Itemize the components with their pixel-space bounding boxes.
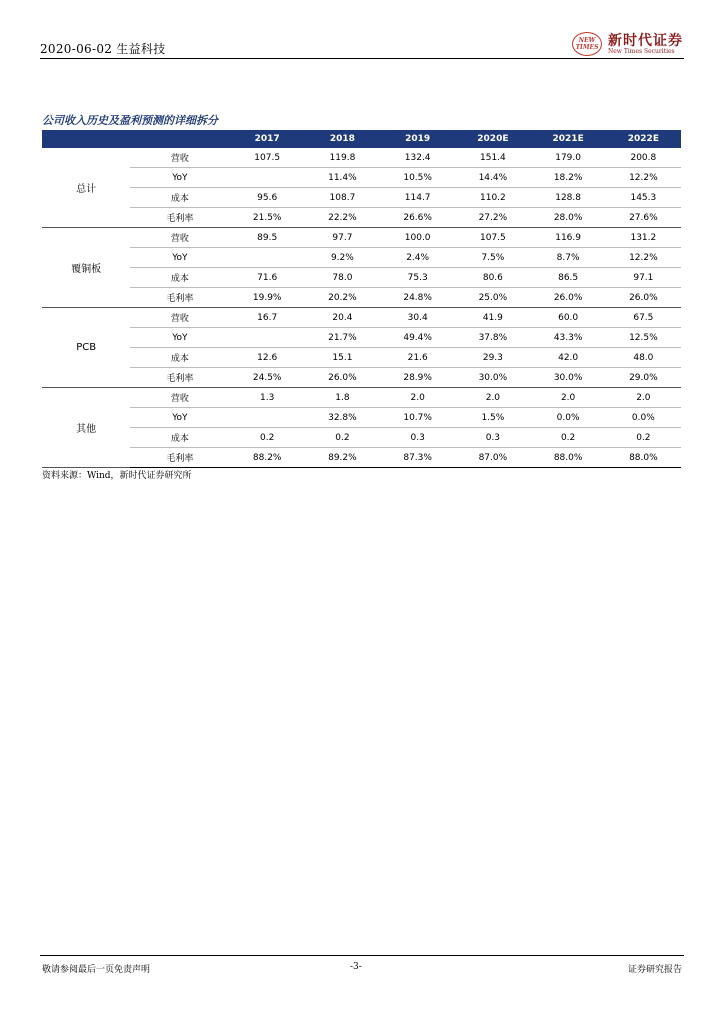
metric-label: 成本 <box>130 188 229 208</box>
table-row <box>42 228 681 248</box>
table-row <box>42 148 681 168</box>
metric-label: 毛利率 <box>130 208 229 228</box>
value-cell: 89.2% <box>305 448 380 468</box>
page-header <box>40 30 684 60</box>
value-cell: 200.8 <box>606 148 681 168</box>
table-row <box>42 188 681 208</box>
metric-label: 成本 <box>130 348 229 368</box>
table-row <box>42 428 681 448</box>
value-cell: 48.0 <box>606 348 681 368</box>
value-cell: 9.2% <box>305 248 380 268</box>
value-cell: 87.3% <box>380 448 455 468</box>
value-cell: 12.2% <box>606 248 681 268</box>
metric-label: 营收 <box>130 228 229 248</box>
value-cell: 95.6 <box>230 188 305 208</box>
table-row <box>42 268 681 288</box>
value-cell: 132.4 <box>380 148 455 168</box>
metric-label: 成本 <box>130 428 229 448</box>
value-cell: 22.2% <box>305 208 380 228</box>
value-cell: 1.8 <box>305 388 380 408</box>
metric-label: 毛利率 <box>130 448 229 468</box>
value-cell: 24.5% <box>230 368 305 388</box>
value-cell: 16.7 <box>230 308 305 328</box>
column-header: 2022E <box>606 130 681 148</box>
value-cell: 87.0% <box>455 448 530 468</box>
value-cell: 26.0% <box>531 288 606 308</box>
table-row <box>42 308 681 328</box>
metric-label: 毛利率 <box>130 368 229 388</box>
value-cell: 107.5 <box>230 148 305 168</box>
metric-label: 营收 <box>130 148 229 168</box>
header-divider <box>40 58 684 59</box>
value-cell: 28.0% <box>531 208 606 228</box>
value-cell: 12.6 <box>230 348 305 368</box>
value-cell: 0.2 <box>606 428 681 448</box>
table-row <box>42 448 681 468</box>
value-cell: 29.3 <box>455 348 530 368</box>
value-cell: 21.7% <box>305 328 380 348</box>
value-cell: 12.5% <box>606 328 681 348</box>
disclaimer-note: 敬请参阅最后一页免责声明 <box>42 965 151 975</box>
value-cell: 27.6% <box>606 208 681 228</box>
table-row <box>42 388 681 408</box>
column-header: 2020E <box>455 130 530 148</box>
value-cell: 41.9 <box>455 308 530 328</box>
value-cell: 2.0 <box>531 388 606 408</box>
logo-emblem-icon: NEW TIMES <box>572 32 602 56</box>
segment-name: PCB <box>42 308 130 388</box>
table-row <box>42 408 681 428</box>
value-cell: 26.0% <box>606 288 681 308</box>
value-cell: 0.0% <box>531 408 606 428</box>
value-cell: 18.2% <box>531 168 606 188</box>
value-cell: 1.3 <box>230 388 305 408</box>
metric-label: 毛利率 <box>130 288 229 308</box>
value-cell: 2.0 <box>380 388 455 408</box>
value-cell: 14.4% <box>455 168 530 188</box>
footer-divider <box>40 955 684 956</box>
value-cell: 0.3 <box>380 428 455 448</box>
value-cell: 20.2% <box>305 288 380 308</box>
table-body <box>42 148 681 468</box>
value-cell: 80.6 <box>455 268 530 288</box>
value-cell: 151.4 <box>455 148 530 168</box>
value-cell: 29.0% <box>606 368 681 388</box>
value-cell: 1.5% <box>455 408 530 428</box>
brokerage-logo <box>572 30 684 58</box>
value-cell: 25.0% <box>455 288 530 308</box>
metric-label: 成本 <box>130 268 229 288</box>
value-cell: 26.0% <box>305 368 380 388</box>
table-row <box>42 208 681 228</box>
table-row <box>42 248 681 268</box>
segment-name: 其他 <box>42 388 130 468</box>
report-type: 证券研究报告 <box>627 965 682 975</box>
value-cell: 2.0 <box>455 388 530 408</box>
column-header: 2019 <box>380 130 455 148</box>
value-cell <box>230 328 305 348</box>
column-header: 2018 <box>305 130 380 148</box>
value-cell: 12.2% <box>606 168 681 188</box>
metric-label: YoY <box>130 328 229 348</box>
value-cell: 10.7% <box>380 408 455 428</box>
value-cell: 128.8 <box>531 188 606 208</box>
value-cell: 7.5% <box>455 248 530 268</box>
value-cell: 107.5 <box>455 228 530 248</box>
metric-label: YoY <box>130 408 229 428</box>
page-number: -3- <box>350 962 362 972</box>
value-cell: 97.1 <box>606 268 681 288</box>
metric-label: YoY <box>130 168 229 188</box>
value-cell: 21.6 <box>380 348 455 368</box>
table-row <box>42 328 681 348</box>
table-row <box>42 348 681 368</box>
value-cell <box>230 408 305 428</box>
value-cell: 86.5 <box>531 268 606 288</box>
segment-name: 覆铜板 <box>42 228 130 308</box>
metric-label: YoY <box>130 248 229 268</box>
value-cell: 108.7 <box>305 188 380 208</box>
value-cell: 131.2 <box>606 228 681 248</box>
table-row <box>42 368 681 388</box>
value-cell: 28.9% <box>380 368 455 388</box>
value-cell: 88.0% <box>531 448 606 468</box>
value-cell: 0.0% <box>606 408 681 428</box>
value-cell: 71.6 <box>230 268 305 288</box>
value-cell: 11.4% <box>305 168 380 188</box>
value-cell: 145.3 <box>606 188 681 208</box>
report-date-company: 2020-06-02 生益科技 <box>40 42 166 56</box>
value-cell: 37.8% <box>455 328 530 348</box>
value-cell: 88.2% <box>230 448 305 468</box>
value-cell: 30.0% <box>455 368 530 388</box>
table-header-row <box>42 130 681 148</box>
value-cell <box>230 248 305 268</box>
value-cell: 8.7% <box>531 248 606 268</box>
value-cell: 27.2% <box>455 208 530 228</box>
value-cell: 110.2 <box>455 188 530 208</box>
logo-chinese-name: 新时代证券 <box>608 33 683 49</box>
value-cell: 42.0 <box>531 348 606 368</box>
value-cell: 0.2 <box>230 428 305 448</box>
metric-label: 营收 <box>130 308 229 328</box>
column-header: 2017 <box>230 130 305 148</box>
header-blank <box>130 130 229 148</box>
revenue-forecast-table <box>42 130 681 468</box>
value-cell: 19.9% <box>230 288 305 308</box>
value-cell: 30.0% <box>531 368 606 388</box>
value-cell: 89.5 <box>230 228 305 248</box>
value-cell: 0.2 <box>305 428 380 448</box>
table-title: 公司收入历史及盈利预测的详细拆分 <box>42 114 218 127</box>
logo-english-name: New Times Securities <box>608 48 675 55</box>
value-cell: 26.6% <box>380 208 455 228</box>
value-cell: 49.4% <box>380 328 455 348</box>
value-cell <box>230 168 305 188</box>
value-cell: 179.0 <box>531 148 606 168</box>
value-cell: 114.7 <box>380 188 455 208</box>
value-cell: 21.5% <box>230 208 305 228</box>
value-cell: 10.5% <box>380 168 455 188</box>
value-cell: 20.4 <box>305 308 380 328</box>
value-cell: 24.8% <box>380 288 455 308</box>
value-cell: 32.8% <box>305 408 380 428</box>
value-cell: 2.4% <box>380 248 455 268</box>
value-cell: 67.5 <box>606 308 681 328</box>
value-cell: 2.0 <box>606 388 681 408</box>
metric-label: 营收 <box>130 388 229 408</box>
value-cell: 88.0% <box>606 448 681 468</box>
column-header: 2021E <box>531 130 606 148</box>
value-cell: 75.3 <box>380 268 455 288</box>
value-cell: 15.1 <box>305 348 380 368</box>
header-blank <box>42 130 130 148</box>
table-row <box>42 168 681 188</box>
value-cell: 60.0 <box>531 308 606 328</box>
value-cell: 116.9 <box>531 228 606 248</box>
value-cell: 0.3 <box>455 428 530 448</box>
value-cell: 100.0 <box>380 228 455 248</box>
table-row <box>42 288 681 308</box>
value-cell: 78.0 <box>305 268 380 288</box>
value-cell: 97.7 <box>305 228 380 248</box>
value-cell: 43.3% <box>531 328 606 348</box>
value-cell: 30.4 <box>380 308 455 328</box>
data-source: 资料来源：Wind，新时代证券研究所 <box>42 471 192 481</box>
value-cell: 0.2 <box>531 428 606 448</box>
segment-name: 总计 <box>42 148 130 228</box>
value-cell: 119.8 <box>305 148 380 168</box>
